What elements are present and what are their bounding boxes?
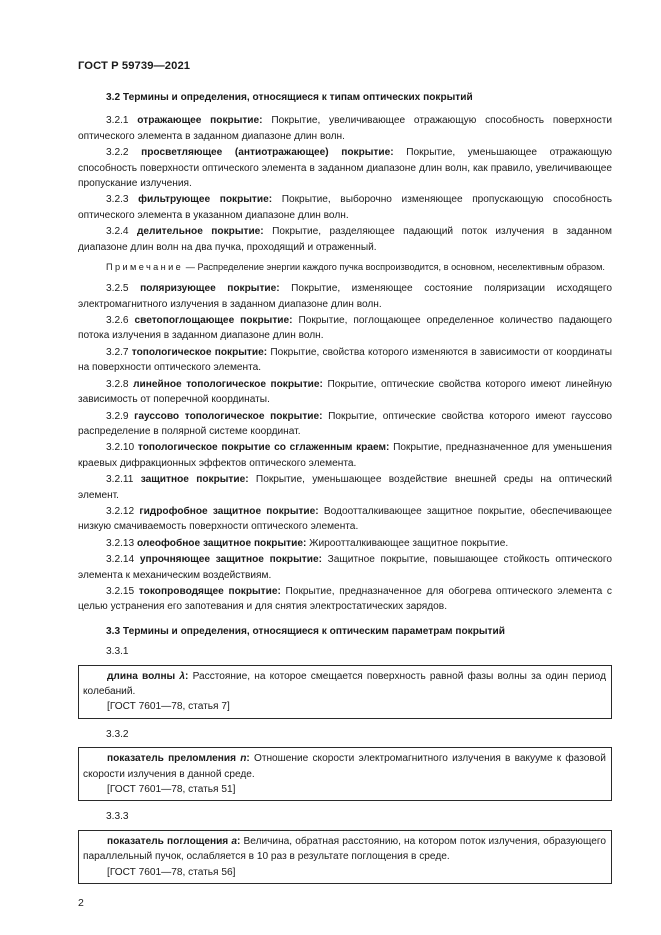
entry-definition: Покрытие, уменьшающее воздействие внешней среды на оптический элемент. [78, 474, 612, 501]
entry-number-3-3-1: 3.3.1 [106, 646, 129, 658]
entry-term: светопоглощающее покрытие: [134, 315, 293, 327]
page-content [78, 90, 612, 892]
definition-box-3-3-1 [78, 665, 612, 719]
entry-definition: Защитное покрытие, повышающее стойкость оптического элемента к механическим воздействиям. [78, 554, 612, 581]
entry-definition: Покрытие, свойства которого изменяются в зависимости от координаты на поверхности оптического элемента. [78, 346, 612, 374]
entry-term: топологическое покрытие со сглаженным краем: [137, 442, 390, 454]
entry-number-3-3-3: 3.3.3 [106, 811, 129, 823]
note-text: — Распределение энергии каждого пучка воспроизводится, в основном, неселективным образом. [185, 262, 605, 273]
entry-definition: Отношение скорости электромагнитного излучения в вакууме к фазовой скорости излучения в данной среде. [83, 753, 606, 780]
entry-term: топологическое покрытие: [131, 346, 268, 358]
page-number: 2 [78, 897, 84, 909]
entry-number: 3.2.9 [106, 410, 129, 422]
entry-definition: Покрытие, увеличивающее отражающую способность поверхности оптического элемента в заданном диапазоне длин волн. [78, 115, 612, 142]
entry-definition: Покрытие, оптические свойства которого имеют линейную зависимость от поперечной координаты. [78, 378, 612, 406]
term-entry-3-2-12 [78, 504, 612, 535]
entry-symbol: λ [179, 670, 186, 682]
term-entry-3-2-14 [78, 552, 612, 583]
term-entry-3-2-7 [78, 345, 612, 376]
entry-number: 3.2.13 [106, 537, 135, 549]
entry-term: линейное топологическое покрытие: [133, 378, 323, 390]
term-entry-3-2-11 [78, 472, 612, 503]
term-entry-3-2-5 [78, 281, 612, 312]
entry-number: 3.2.4 [106, 226, 129, 238]
source-reference: [ГОСТ 7601—78, статья 7] [107, 701, 230, 713]
box-definition: показатель поглощения a: Величина, обратная расстоянию, на котором поток излучения, образующего параллельный пучок, ослабляется в 10 раз в результате поглощения в среде. [83, 835, 606, 863]
entry-term: защитное покрытие: [140, 474, 249, 486]
term-entry-3-2-2 [78, 145, 612, 191]
entry-term: отражающее покрытие: [137, 115, 263, 127]
term-entry-3-2-4 [78, 224, 612, 255]
entry-definition: Покрытие, уменьшающее отражающую способность поверхности оптического элемента в заданном диапазоне длин волн, как правило, увеличивающее пропускание излучения. [78, 147, 612, 190]
term-entry-3-2-13 [78, 536, 612, 551]
entry-term: токопроводящее покрытие: [138, 585, 281, 597]
section-heading-3-2: 3.2 Термины и определения, относящиеся к типам оптических покрытий [106, 92, 473, 103]
entry-definition: Покрытие, предназначенное для обогрева оптического элемента с целью устранения его запотевания и для снятия электростатических зарядов. [78, 585, 612, 613]
definition-box-3-3-2 [78, 747, 612, 801]
entry-number: 3.2.5 [106, 283, 129, 295]
entry-symbol: a [231, 835, 238, 847]
entry-term: длина волны [107, 670, 176, 682]
section-heading-3-3: 3.3 Термины и определения, относящиеся к оптическим параметрам покрытий [106, 625, 505, 637]
term-entry-3-2-9 [78, 409, 612, 440]
entry-term: показатель преломления [107, 753, 237, 765]
term-entry-3-2-10 [78, 440, 612, 471]
entry-number: 3.2.11 [106, 474, 134, 486]
entry-definition: Покрытие, разделяющее падающий поток излучения в заданном диапазоне длин волн на два пучка, проходящий и отраженный. [78, 226, 612, 253]
entry-number: 3.2.1 [106, 115, 129, 127]
entry-number: 3.2.14 [106, 554, 135, 566]
term-entry-3-2-1 [78, 113, 612, 144]
entry-definition: Покрытие, предназначенное для уменьшения краевых дифракционных эффектов оптического элемента. [78, 442, 612, 469]
note-label: Примечание [106, 262, 184, 273]
entry-number: 3.2.3 [106, 194, 129, 206]
entry-term: гауссово топологическое покрытие: [134, 410, 323, 422]
entry-term: олеофобное защитное покрытие: [136, 537, 307, 549]
term-entry-3-2-3 [78, 192, 612, 223]
term-entry-3-2-6 [78, 313, 612, 344]
entry-term: поляризующее покрытие: [140, 283, 280, 295]
entry-definition: Жироотталкивающее защитное покрытие. [309, 537, 509, 549]
entry-definition: Покрытие, оптические свойства которого имеют гауссово распределение в полярной системе координат. [78, 410, 612, 437]
entry-number: 3.2.7 [106, 346, 129, 358]
note [78, 260, 612, 274]
entry-term: гидрофобное защитное покрытие: [139, 505, 319, 517]
term-entry-3-2-8 [78, 377, 612, 408]
entry-definition: Покрытие, поглощающее определенное количество падающего потока излучения в заданном диапазоне длин волн. [78, 315, 612, 342]
entry-number: 3.2.8 [106, 378, 129, 390]
entry-term: показатель поглощения [107, 835, 229, 847]
box-definition: длина волны λ: Расстояние, на которое смещается поверхность равной фазы волны за один период колебаний. [83, 670, 606, 698]
entry-term: делительное покрытие: [136, 226, 264, 238]
entry-number: 3.2.2 [106, 147, 129, 159]
entry-number: 3.2.10 [106, 442, 135, 454]
standard-code: ГОСТ Р 59739—2021 [78, 60, 191, 72]
entry-term: упрочняющее защитное покрытие: [139, 554, 322, 566]
box-definition: показатель преломления n: Отношение скорости электромагнитного излучения в вакууме к фазовой скорости излучения в данной среде. [83, 753, 606, 780]
definition-box-3-3-3 [78, 830, 612, 884]
term-entry-3-2-15 [78, 584, 612, 615]
source-reference: [ГОСТ 7601—78, статья 56] [107, 866, 236, 878]
entry-definition: Величина, обратная расстоянию, на котором поток излучения, образующего параллельный пучок, ослабляется в 10 раз в результате поглощения в среде. [83, 835, 606, 863]
entry-definition: Водоотталкивающее защитное покрытие, обеспечивающее низкую смачиваемость поверхности оптического элемента. [78, 505, 612, 533]
entry-definition: Покрытие, изменяющее состояние поляризации исходящего электромагнитного излучения в заданном диапазоне длин волн. [78, 283, 612, 310]
entry-definition: Покрытие, выборочно изменяющее пропускающую способность оптического элемента в указанном диапазоне длин волн. [78, 194, 612, 221]
entry-definition: Расстояние, на которое смещается поверхность равной фазы волны за один период колебаний. [83, 670, 606, 698]
entry-number-3-3-2: 3.3.2 [106, 728, 129, 740]
entry-term: просветляющее (антиотражающее) покрытие: [141, 147, 394, 159]
entry-symbol: n [240, 753, 247, 765]
entry-number: 3.2.6 [106, 315, 129, 327]
entry-term: фильтрующее покрытие: [138, 194, 273, 206]
entry-number: 3.2.12 [106, 505, 135, 517]
source-reference: [ГОСТ 7601—78, статья 51] [107, 784, 236, 796]
entry-number: 3.2.15 [106, 585, 135, 597]
